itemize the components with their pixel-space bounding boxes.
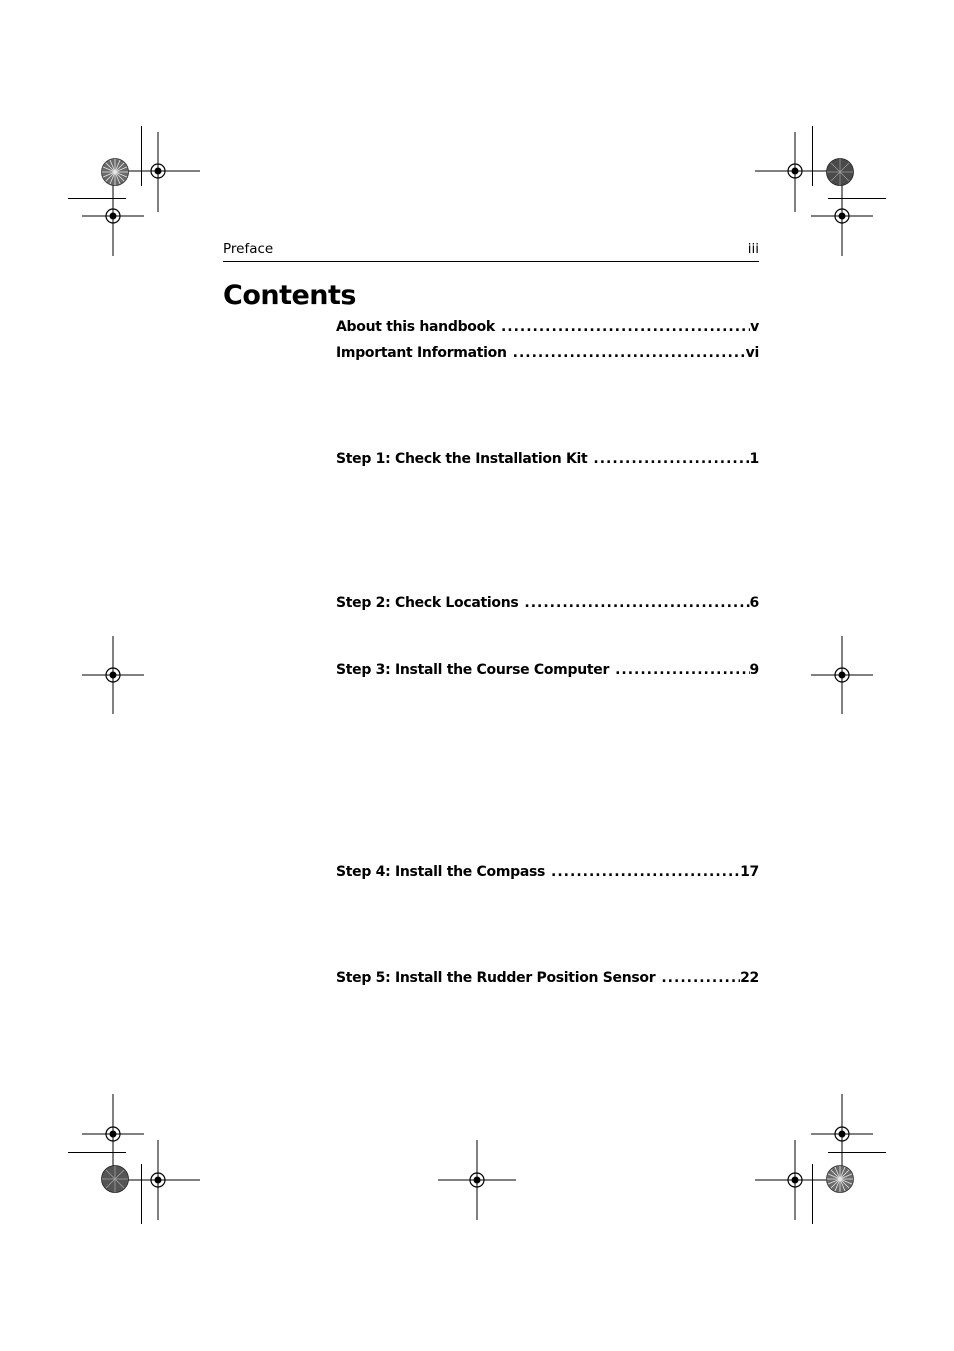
star-target-icon (826, 158, 854, 186)
page-title: Contents (223, 280, 357, 311)
registration-crosshair-icon (82, 176, 144, 256)
running-head (223, 239, 759, 262)
toc-entry-label: Step 2: Check Locations (336, 595, 519, 611)
toc-dot-leader (615, 662, 749, 678)
toc-entry-page: 22 (740, 970, 759, 986)
running-head-section: Preface (223, 241, 274, 257)
registration-crosshair-icon (811, 176, 873, 256)
registration-crosshair-icon (755, 1140, 837, 1220)
toc-entry[interactable] (336, 451, 759, 471)
toc-entry-page: 6 (749, 595, 759, 611)
toc-entry[interactable] (336, 319, 759, 339)
toc-entry-label: Step 5: Install the Rudder Position Sensor (336, 970, 656, 986)
toc-entry[interactable] (336, 595, 759, 615)
toc-entry-page: vi (745, 345, 759, 361)
toc-dot-leader (661, 970, 740, 986)
toc-dot-leader (513, 345, 746, 361)
toc-entry[interactable] (336, 345, 759, 365)
toc-entry-page: 17 (740, 864, 759, 880)
toc-entry-page: v (750, 319, 759, 335)
toc-entry[interactable] (336, 970, 759, 990)
toc-entry-page: 9 (749, 662, 759, 678)
toc-entry-page: 1 (749, 451, 759, 467)
toc-dot-leader (501, 319, 750, 335)
toc-entry[interactable] (336, 864, 759, 884)
running-head-page-number: iii (747, 241, 759, 257)
registration-crosshair-icon (438, 1140, 516, 1220)
star-target-icon (101, 158, 129, 186)
toc-entry-label: Step 1: Check the Installation Kit (336, 451, 588, 467)
star-target-icon (101, 1165, 129, 1193)
toc-entry-label: Step 4: Install the Compass (336, 864, 546, 880)
toc-dot-leader (551, 864, 740, 880)
toc-dot-leader (524, 595, 749, 611)
star-target-icon (826, 1165, 854, 1193)
registration-crosshair-icon (118, 1140, 200, 1220)
toc-entry-label: Step 3: Install the Course Computer (336, 662, 610, 678)
toc-entry[interactable] (336, 662, 759, 682)
toc-entry-label: About this handbook (336, 319, 495, 335)
registration-crosshair-icon (811, 636, 873, 714)
toc-dot-leader (593, 451, 749, 467)
registration-crosshair-icon (82, 636, 144, 714)
toc-entry-label: Important Information (336, 345, 507, 361)
